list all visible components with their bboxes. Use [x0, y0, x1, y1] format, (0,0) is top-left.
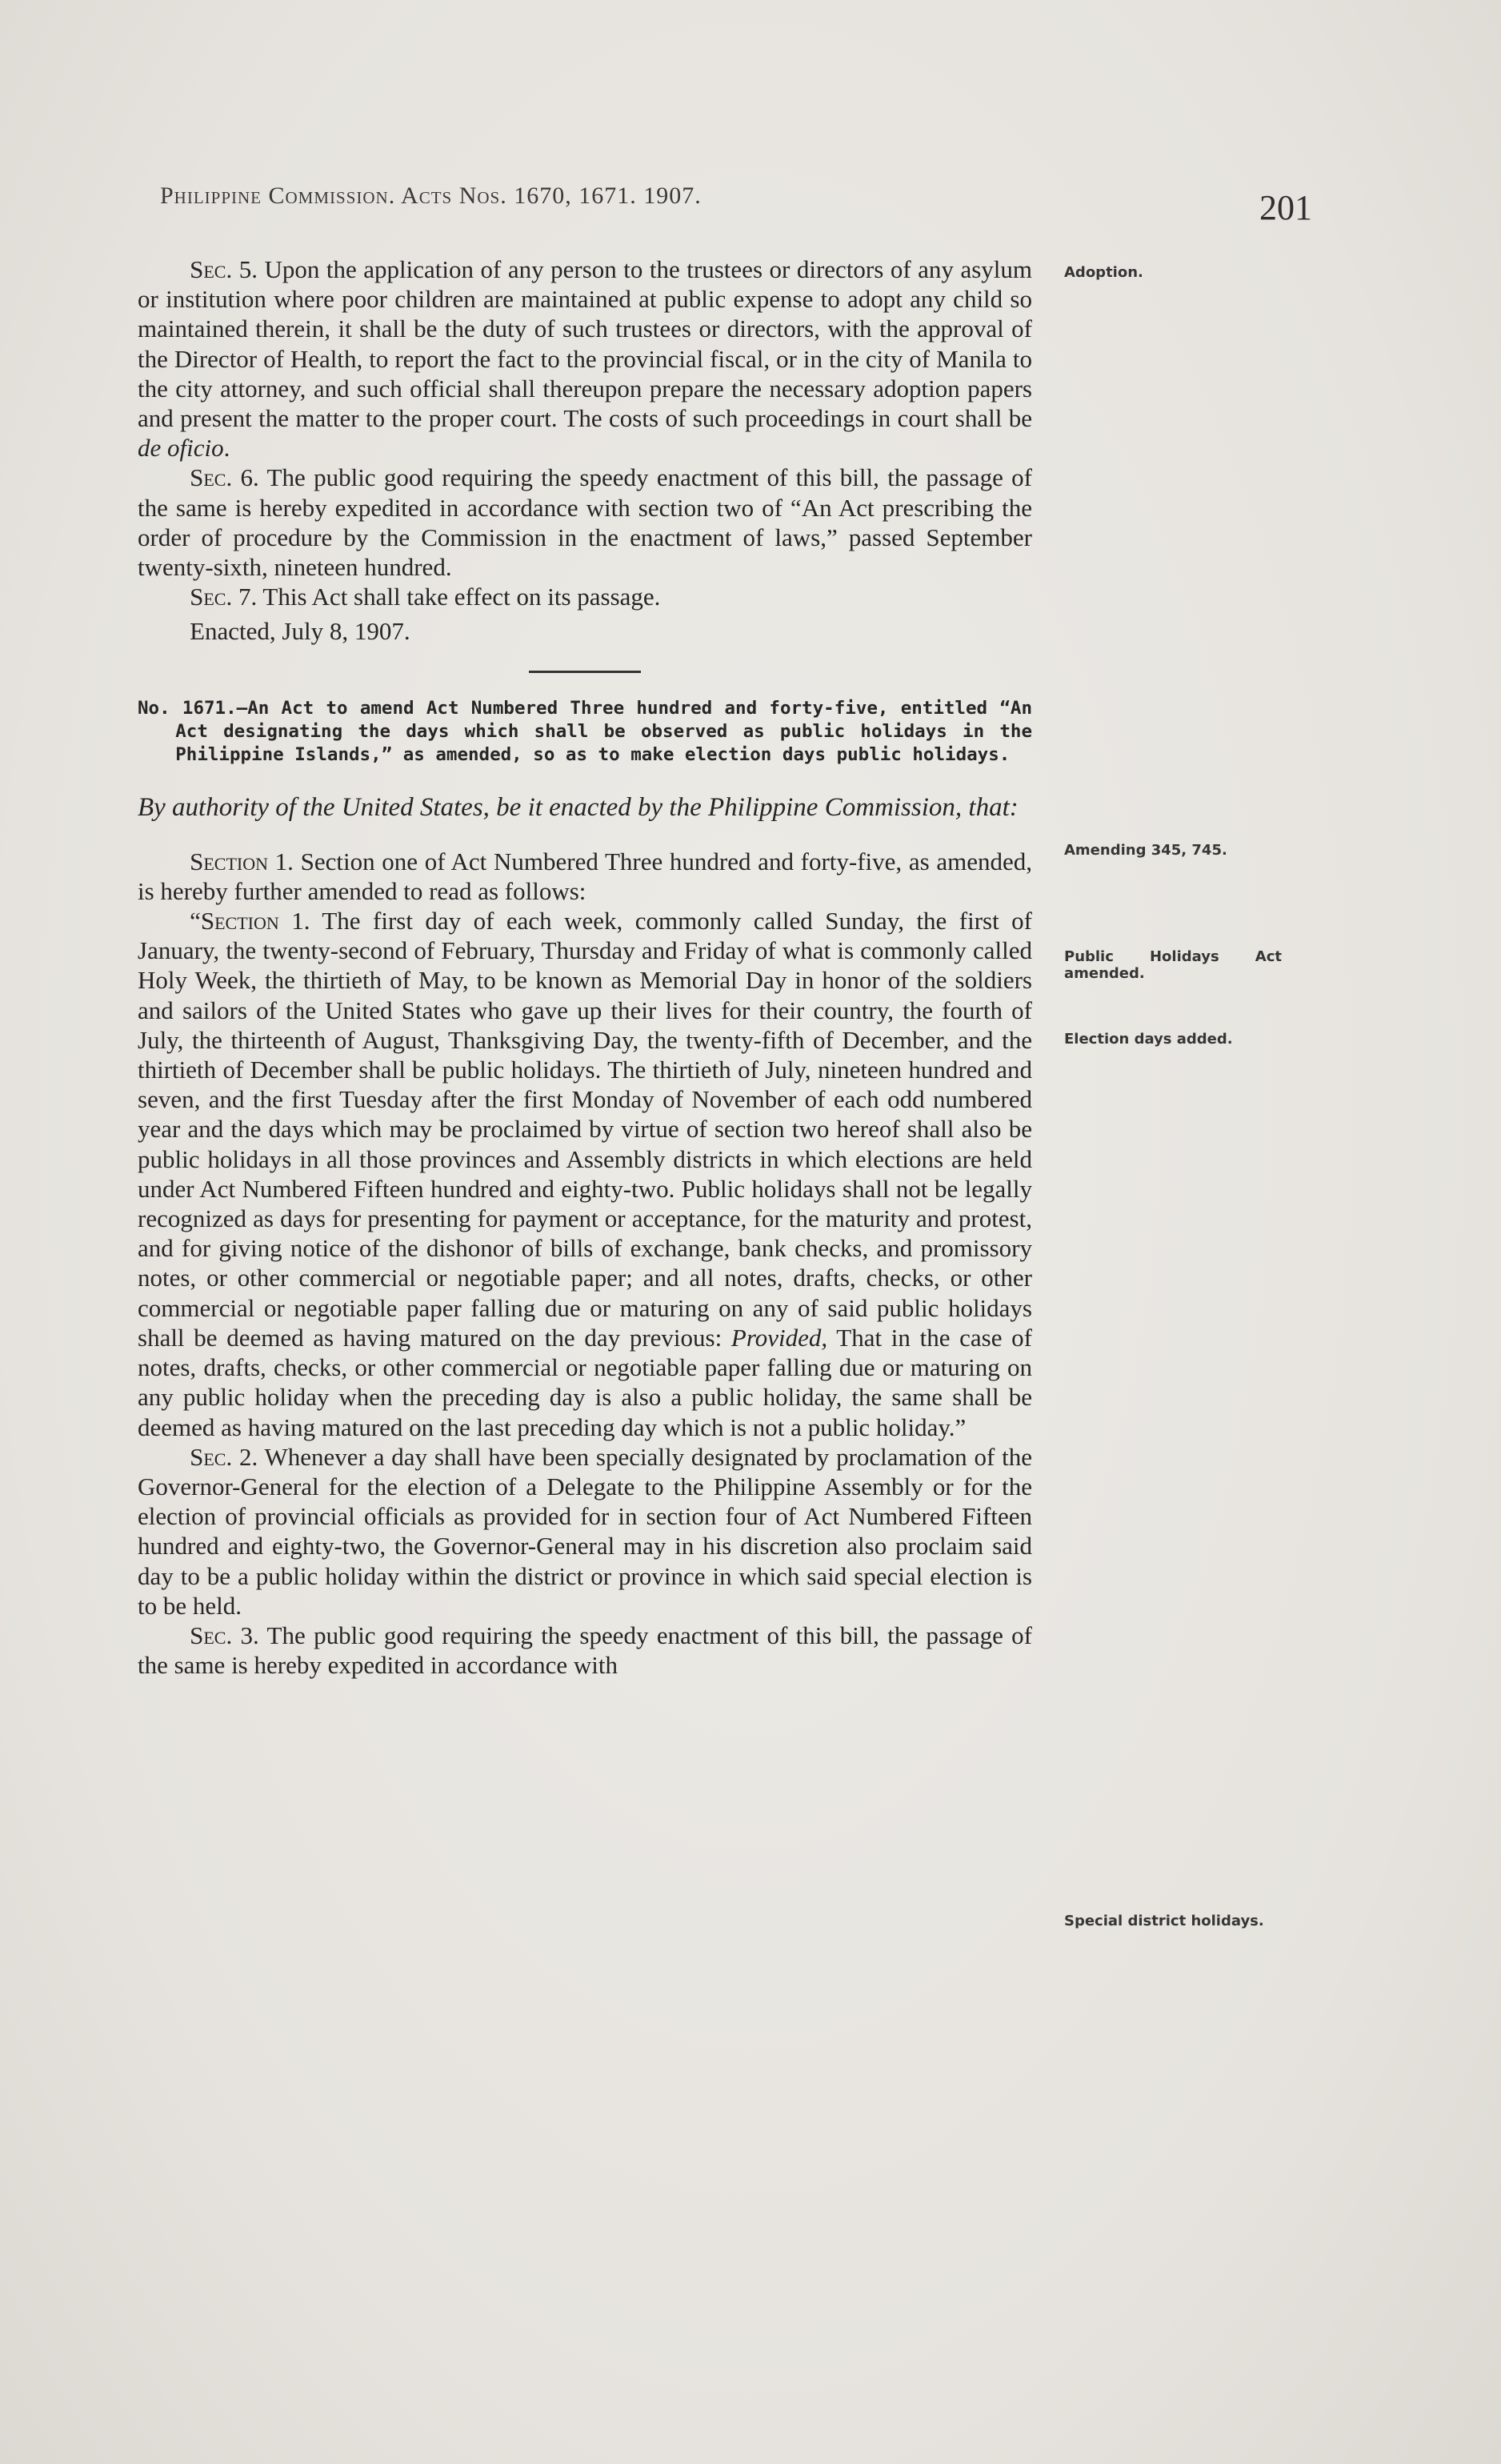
act-1671-heading: No. 1671.—An Act to amend Act Numbered Three hundred and forty-five, entitled “An Act designating the days which shall be observed as public holidays in the Philippine Islands,” as amended, so as to make election days public holidays.	[138, 697, 1032, 765]
sec5-italic: de oficio	[138, 434, 224, 463]
enacting-clause: By authority of the United States, be it enacted by the Philippine Commission, that:	[138, 792, 1019, 822]
quoted-open-mark: “	[190, 907, 201, 936]
margin-note-adoption: Adoption.	[1064, 264, 1143, 281]
quoted-text-a: The first day of each week, commonly called Sunday, the first of January, the twenty-second of February, Thursday and Friday of what is commonly called Holy Week, the thirtieth of May, to be known as Memorial Day in honor of the soldiers and sailors of the United States who gave up their lives for their country, the fourth of July, the thirteenth of August, Thanksgiving Day, the twenty-fifth of December, and the thirtieth of December shall be public holidays. The thirtieth of July, nineteen hundred and seven, and the first Tuesday after the first Monday of November of each odd numbered year and the days which may be proclaimed by virtue of section two hereof shall also be public holidays in all those provinces and Assembly districts in which elections are held under Act Numbered Fifteen hundred and eighty-two. Public holidays shall not be legally recognized as days for presenting for payment or acceptance, for the maturity and protest, and for giving notice of the dishonor of bills of exchange, bank checks, and promissory notes, or other commercial or negotiable paper; and all notes, drafts, checks, or other commercial or negotiable paper falling due or maturing on any of said public holidays shall be deemed as having matured on the day previous:	[138, 907, 1032, 1352]
page-header	[160, 182, 1312, 238]
quoted-text-b: That in the case of notes, drafts, checks, or other commercial or negotiable paper falling due or maturing on any public holiday when the preceding day is also a public holiday, the same shall be deemed as having matured on the last preceding day which is not a public holiday.”	[138, 1323, 1033, 1441]
quoted-section1-paragraph	[138, 906, 1032, 1442]
page-number: 201	[1259, 188, 1312, 227]
sec7-paragraph	[138, 582, 1032, 611]
enacted-date: Enacted, July 8, 1907.	[190, 617, 410, 646]
act-section2-label: Sec. 2.	[190, 1442, 258, 1471]
act-section2-paragraph	[138, 1442, 1032, 1621]
sec5-text-b: .	[223, 434, 230, 463]
margin-note-amending: Amending 345, 745.	[1064, 842, 1227, 859]
act-section2-text: Whenever a day shall have been specially designated by proclamation of the Governor-General for the election of a Delegate to the Philippine Assembly or for the election of provincial officials as provided for in section four of Act Numbered Fifteen hundred and eighty-two, the Governor-General may in his discretion also proclaim said day to be a public holiday within the district or province in which said special election is to be held.	[138, 1442, 1032, 1620]
sec6-text: The public good requiring the speedy enactment of this bill, the passage of the same is hereby expedited in accordance with section two of “An Act prescribing the order of procedure by the Commission in the enactment of laws,” passed September twenty-sixth, nineteen hundred.	[138, 463, 1032, 582]
sec5-text-a: Upon the application of any person to the trustees or directors of any asylum or institution where poor children are maintained at public expense to adopt any child so maintained therein, it shall be the duty of such trustees or directors, with the approval of the Director of Health, to report the fact to the provincial fiscal, or in the city of Manila to the city attorney, and such official shall thereupon prepare the necessary adoption papers and present the matter to the proper court. The costs of such proceedings in court shall be	[138, 255, 1032, 433]
sec5-paragraph	[138, 254, 1032, 463]
act-section1-label: Section 1.	[190, 847, 294, 875]
body-text	[138, 254, 1032, 1680]
section-divider	[529, 671, 641, 673]
running-head: Philippine Commission. Acts Nos. 1670, 1671. 1907.	[160, 182, 702, 209]
act-section3-text: The public good requiring the speedy enactment of this bill, the passage of the same is hereby expedited in accordance with	[138, 1621, 1032, 1680]
quoted-section1-label: Section 1.	[200, 907, 310, 936]
quoted-italic: Provided,	[730, 1323, 828, 1352]
sec7-text: This Act shall take effect on its passage.	[257, 583, 661, 611]
act-section3-label: Sec. 3.	[190, 1621, 259, 1649]
margin-note-public-holidays: Public Holidays Act amended.	[1064, 948, 1282, 982]
act-section3-paragraph	[138, 1621, 1032, 1680]
margin-note-special-district: Special district holidays.	[1064, 1913, 1264, 1929]
sec6-paragraph	[138, 463, 1032, 582]
act-section1-text: Section one of Act Numbered Three hundred and forty-five, as amended, is hereby further amended to read as follows:	[138, 847, 1032, 905]
sec7-label: Sec. 7.	[190, 583, 258, 611]
margin-note-election-days: Election days added.	[1064, 1031, 1233, 1048]
sec6-label: Sec. 6.	[190, 463, 259, 492]
act-section1-paragraph	[138, 847, 1032, 906]
sec5-label: Sec. 5.	[190, 255, 258, 283]
